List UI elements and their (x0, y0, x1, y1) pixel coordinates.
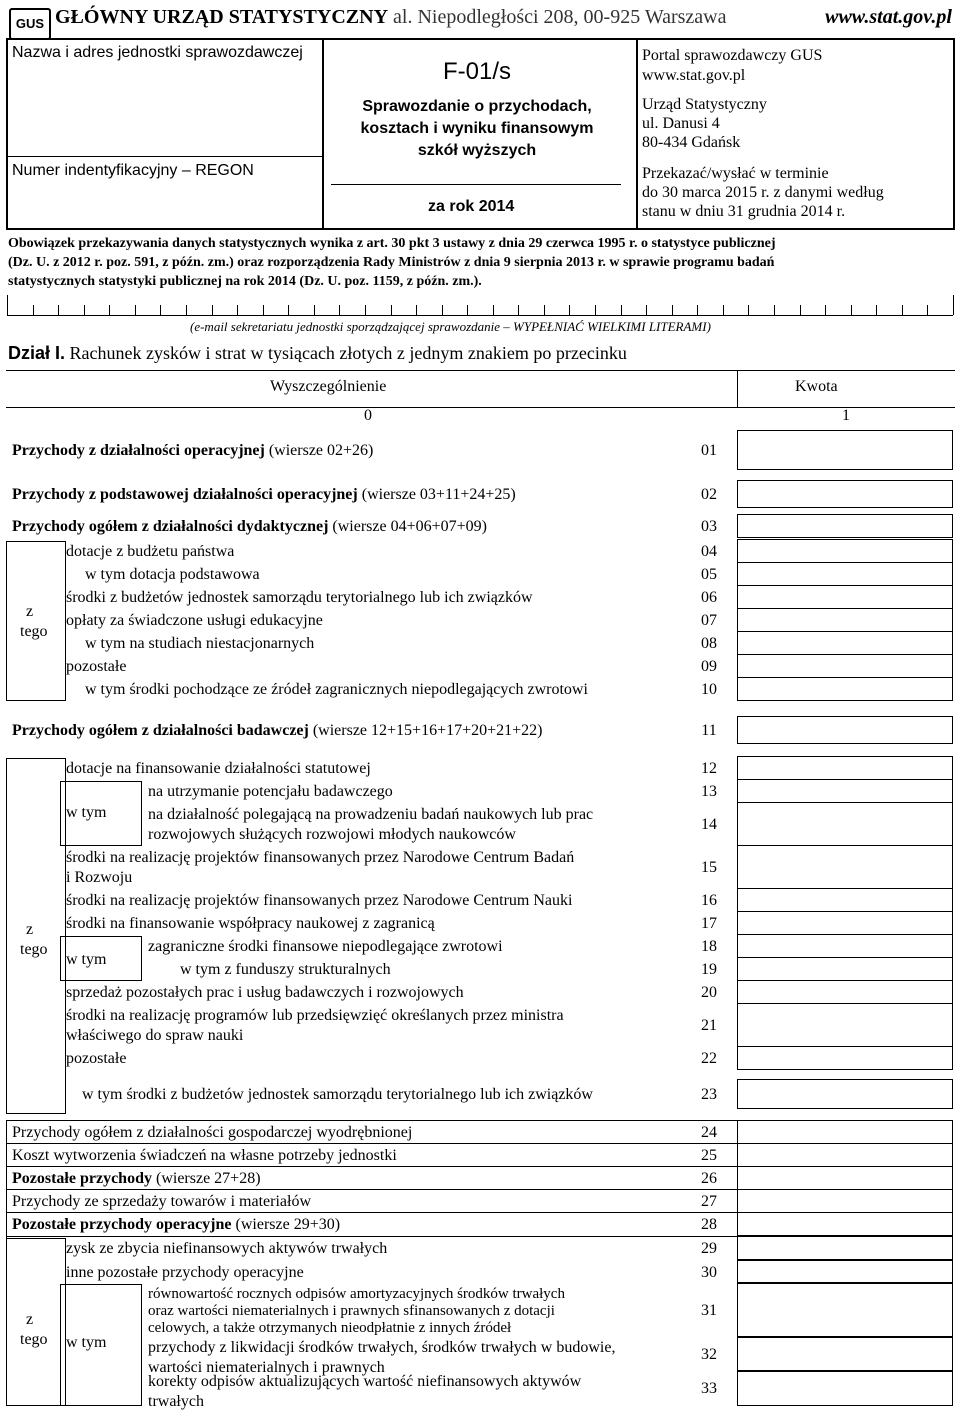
row-label-line: i Rozwoju (66, 869, 133, 886)
group-bracket (6, 541, 66, 701)
legal-line: Obowiązek przekazywania danych statystycznych wynika z art. 30 pkt 3 ustawy z dnia 29 czerwca 1995 r. o statystyce publicznej (8, 236, 776, 251)
form-title-line: kosztach i wyniku finansowym (360, 120, 594, 137)
value-field-31[interactable] (737, 1282, 953, 1338)
row-label-text: (wiersze 29+30) (231, 1216, 341, 1233)
row-label-line (85, 680, 680, 700)
value-field-26[interactable] (737, 1166, 953, 1190)
row-label-text: (wiersze 03+11+24+25) (357, 486, 516, 503)
row-separator (6, 1143, 737, 1144)
office-line: ul. Danusi 4 (642, 115, 720, 132)
office-info (642, 95, 767, 152)
row-label-line (148, 1338, 680, 1358)
header-website[interactable]: www.stat.gov.pl (825, 6, 952, 28)
value-field-04[interactable] (737, 539, 953, 563)
row-label-03 (12, 517, 680, 537)
legal-line: statystycznych statystyki publicznej na rok 2014 (Dz. U. poz. 1159, z późn. zm.). (8, 274, 482, 289)
row-label-line (66, 848, 680, 868)
email-char-tick (391, 305, 392, 315)
portal-info (642, 46, 822, 86)
row-label-33 (148, 1372, 680, 1412)
row-separator (6, 1236, 737, 1237)
row-number-08: 08 (701, 635, 717, 652)
form-title (325, 96, 629, 162)
row-number-32: 32 (701, 1346, 717, 1363)
section-title (8, 343, 627, 364)
portal-url[interactable]: www.stat.gov.pl (642, 67, 746, 84)
row-label-13 (148, 782, 680, 802)
row-number-15: 15 (701, 859, 717, 876)
email-char-tick (58, 305, 59, 315)
unit-name-label: Nazwa i adres jednostki sprawozdawczej (12, 44, 303, 61)
row-label-text: dotacje z budżetu państwa (66, 543, 235, 560)
value-field-25[interactable] (737, 1143, 953, 1167)
row-number-16: 16 (701, 892, 717, 909)
email-char-tick (518, 305, 519, 315)
group-label-z: z (26, 603, 34, 620)
row-label-bold: Przychody z działalności operacyjnej (12, 442, 265, 459)
email-char-tick (109, 305, 110, 315)
email-char-tick (953, 295, 954, 315)
row-label-line (148, 782, 680, 802)
row-label-25 (12, 1146, 680, 1166)
office-name: GŁÓWNY URZĄD STATYSTYCZNY (55, 6, 389, 28)
row-label-line (12, 721, 680, 741)
row-label-line (66, 759, 680, 779)
row-label-text: w tym dotacja podstawowa (85, 566, 260, 583)
email-char-tick (595, 305, 596, 315)
row-number-02: 02 (701, 486, 717, 503)
row-label-text: w tym na studiach niestacjonarnych (85, 635, 315, 652)
row-number-27: 27 (701, 1193, 717, 1210)
group-label-tego: tego (20, 1331, 48, 1348)
row-number-21: 21 (701, 1017, 717, 1034)
email-char-tick (927, 305, 928, 315)
value-field-23[interactable] (737, 1079, 953, 1109)
email-char-tick (825, 305, 826, 315)
value-field-27[interactable] (737, 1189, 953, 1213)
email-char-tick (876, 305, 877, 315)
row-label-11 (12, 721, 680, 741)
row-label-line (12, 1146, 680, 1166)
row-label-02 (12, 485, 680, 505)
row-label-text: (wiersze 02+26) (264, 442, 374, 459)
group-label-w-tym: w tym (66, 1334, 107, 1351)
value-field-07[interactable] (737, 608, 953, 632)
email-char-tick (544, 305, 545, 315)
email-char-tick (774, 305, 775, 315)
row-number-07: 07 (701, 612, 717, 629)
email-char-tick (237, 305, 238, 315)
year-underline (331, 184, 621, 185)
row-number-30: 30 (701, 1264, 717, 1281)
row-label-bold: Pozostałe przychody (12, 1170, 152, 1187)
row-label-text: na utrzymanie potencjału badawczego (148, 783, 393, 800)
row-label-text: Koszt wytworzenia świadczeń na własne potrzeby jednostki (12, 1147, 397, 1164)
email-char-tick (493, 305, 494, 315)
row-label-line: wartości niematerialnych i prawnych (148, 1359, 385, 1376)
row-separator (6, 1120, 737, 1121)
row-label-line (12, 1169, 680, 1189)
email-char-tick (339, 305, 340, 315)
row-number-24: 24 (701, 1124, 717, 1141)
row-label-text: środki z budżetów jednostek samorządu terytorialnego lub ich związków (66, 589, 533, 606)
email-input[interactable] (7, 295, 953, 316)
value-field-32[interactable] (737, 1336, 953, 1372)
row-label-line (180, 960, 680, 980)
row-label-text: (wiersze 04+06+07+09) (328, 518, 488, 535)
group-label-w-tym: w tym (66, 804, 107, 821)
row-label-text: zysk ze zbycia niefinansowych aktywów trwałych (66, 1240, 388, 1257)
row-label-text: środki na realizację projektów finansowanych przez Narodowe Centrum Badań (66, 849, 575, 866)
row-label-line (148, 805, 680, 825)
deadline-line: stanu w dniu 31 grudnia 2014 r. (642, 203, 846, 220)
group-label-w-tym: w tym (66, 951, 107, 968)
row-label-line (66, 542, 680, 562)
email-char-tick (33, 305, 34, 315)
row-label-line (148, 1286, 680, 1303)
frame-hline (8, 156, 322, 157)
group-label-tego: tego (20, 941, 48, 958)
email-char-tick (160, 305, 161, 315)
row-label-line (12, 1192, 680, 1212)
email-char-tick (288, 305, 289, 315)
form-title-line: Sprawozdanie o przychodach, (362, 98, 592, 115)
row-number-09: 09 (701, 658, 717, 675)
value-field-30[interactable] (737, 1260, 953, 1284)
row-label-line: właściwego do spraw nauki (66, 1027, 244, 1044)
row-label-text: opłaty za świadczone usługi edukacyjne (66, 612, 323, 629)
row-number-19: 19 (701, 961, 717, 978)
value-field-22[interactable] (737, 1046, 953, 1070)
row-label-19 (180, 960, 680, 980)
row-number-26: 26 (701, 1170, 717, 1187)
row-label-line (66, 657, 680, 677)
table-header-divider (737, 370, 738, 408)
row-label-line (12, 441, 680, 461)
row-label-text: środki na finansowanie współpracy naukowej z zagranicą (66, 915, 435, 932)
row-label-text: w tym środki z budżetów jednostek samorządu terytorialnego lub ich związków (82, 1086, 593, 1103)
row-label-line: celowych, a także otrzymanych nieodpłatnie z innych źródeł (148, 1319, 512, 1336)
email-char-tick (314, 305, 315, 315)
row-label-06 (66, 588, 680, 608)
email-char-tick (800, 305, 801, 315)
email-char-tick (7, 295, 8, 315)
email-char-tick (212, 305, 213, 315)
form-year: za rok 2014 (428, 198, 515, 215)
value-field-28[interactable] (737, 1212, 953, 1236)
value-field-08[interactable] (737, 631, 953, 655)
email-char-tick (263, 305, 264, 315)
group-bracket (6, 1238, 66, 1406)
row-label-12 (66, 759, 680, 779)
row-label-line: trwałych (148, 1393, 204, 1410)
section-number: Dział I. (8, 343, 66, 363)
value-field-03[interactable] (737, 514, 953, 538)
legal-line: (Dz. U. z 2012 r. poz. 591, z późn. zm.) oraz rozporządzenia Rady Ministrów z dnia 9 sierpnia 2013 r. w sprawie programu badań (8, 255, 775, 270)
email-char-tick (902, 305, 903, 315)
row-label-line (148, 1372, 680, 1392)
email-char-tick (84, 305, 85, 315)
row-separator (6, 1212, 737, 1213)
deadline-line: Przekazać/wysłać w terminie (642, 165, 829, 182)
value-field-29[interactable] (737, 1236, 953, 1260)
office-address: al. Niepodległości 208, 00-925 Warszawa (393, 6, 727, 28)
value-field-11[interactable] (737, 716, 953, 744)
value-field-19[interactable] (737, 957, 953, 981)
value-field-01[interactable] (737, 430, 953, 470)
row-label-line (85, 565, 680, 585)
value-field-33[interactable] (737, 1370, 953, 1406)
row-label-30 (66, 1263, 680, 1283)
value-field-16[interactable] (737, 888, 953, 912)
office-line: 80-434 Gdańsk (642, 134, 741, 151)
row-label-line (85, 634, 680, 654)
row-label-05 (85, 565, 680, 585)
row-number-01: 01 (701, 442, 717, 459)
row-label-text: dotacje na finansowanie działalności statutowej (66, 760, 371, 777)
row-label-text: przychody z likwidacji środków trwałych, środków trwałych w budowie, (148, 1339, 616, 1356)
row-number-23: 23 (701, 1086, 717, 1103)
row-label-line (12, 485, 680, 505)
email-char-tick (467, 305, 468, 315)
office-line: Urząd Statystyczny (642, 96, 767, 113)
row-label-20 (66, 983, 680, 1003)
row-label-15 (66, 848, 680, 888)
row-label-16 (66, 891, 680, 911)
form-title-line: szkół wyższych (417, 142, 537, 159)
group-label-z: z (26, 1311, 34, 1328)
row-label-line (12, 517, 680, 537)
email-char-tick (672, 305, 673, 315)
row-number-22: 22 (701, 1050, 717, 1067)
value-field-05[interactable] (737, 562, 953, 586)
value-field-24[interactable] (737, 1120, 953, 1144)
portal-name: Portal sprawozdawczy GUS (642, 47, 823, 64)
row-label-text: Przychody ze sprzedaży towarów i materiałów (12, 1193, 311, 1210)
row-label-line (12, 1215, 680, 1235)
row-label-text: równowartość rocznych odpisów amortyzacyjnych środków trwałych (148, 1285, 565, 1302)
email-char-tick (621, 305, 622, 315)
row-label-line (66, 1006, 680, 1026)
header-wyszczegolnienie: Wyszczególnienie (270, 378, 387, 395)
header-kwota: Kwota (795, 378, 838, 395)
row-number-29: 29 (701, 1240, 717, 1257)
gus-logo: GUS (9, 8, 51, 40)
value-field-21[interactable] (737, 1003, 953, 1047)
email-char-tick (186, 305, 187, 315)
row-label-text: pozostałe (66, 658, 127, 675)
value-field-13[interactable] (737, 779, 953, 803)
row-number-14: 14 (701, 816, 717, 833)
row-label-text: (wiersze 12+15+16+17+20+21+22) (308, 722, 543, 739)
email-char-tick (365, 305, 366, 315)
row-label-22 (66, 1049, 680, 1069)
form-code: F-01/s (443, 58, 512, 85)
row-number-06: 06 (701, 589, 717, 606)
col-index-1: 1 (842, 407, 850, 424)
value-field-06[interactable] (737, 585, 953, 609)
row-separator (6, 1166, 737, 1167)
email-note: (e-mail sekretariatu jednostki sporządzającej sprawozdanie – WYPEŁNIAĆ WIELKIMI LITERAMI) (190, 319, 711, 334)
value-field-14[interactable] (737, 802, 953, 846)
row-label-27 (12, 1192, 680, 1212)
row-label-28 (12, 1215, 680, 1235)
email-char-tick (442, 305, 443, 315)
frame-divider (636, 40, 638, 228)
value-field-17[interactable] (737, 911, 953, 935)
subgroup-bracket (60, 1284, 142, 1406)
row-label-text: w tym środki pochodzące ze źródeł zagranicznych niepodlegających zwrotowi (85, 681, 588, 698)
row-label-08 (85, 634, 680, 654)
row-label-18 (148, 937, 680, 957)
row-label-29 (66, 1239, 680, 1259)
row-label-24 (12, 1123, 680, 1143)
email-char-tick (416, 305, 417, 315)
row-label-text: pozostałe (66, 1050, 127, 1067)
row-label-01 (12, 441, 680, 461)
deadline-line: do 30 marca 2015 r. z danymi według (642, 184, 884, 201)
value-field-02[interactable] (737, 480, 953, 508)
row-label-line (66, 983, 680, 1003)
email-char-tick (646, 305, 647, 315)
section-name: Rachunek zysków i strat w tysiącach złotych z jednym znakiem po przecinku (69, 343, 627, 363)
email-char-tick (723, 305, 724, 315)
row-label-bold: Pozostałe przychody operacyjne (12, 1216, 232, 1233)
row-label-line (66, 1263, 680, 1283)
row-label-26 (12, 1169, 680, 1189)
group-label-tego: tego (20, 623, 48, 640)
value-field-09[interactable] (737, 654, 953, 678)
row-label-10 (85, 680, 680, 700)
row-label-text: środki na realizację programów lub przedsięwzięć określanych przez ministra (66, 1007, 564, 1024)
row-label-04 (66, 542, 680, 562)
row-label-text: (wiersze 27+28) (151, 1170, 261, 1187)
row-label-bold: Przychody z podstawowej działalności operacyjnej (12, 486, 358, 503)
row-label-line (66, 1239, 680, 1259)
row-label-line (66, 891, 680, 911)
row-label-text: korekty odpisów aktualizujących wartość niefinansowych aktywów (148, 1373, 582, 1390)
col-index-0: 0 (364, 407, 372, 424)
header-rule (6, 407, 955, 408)
row-label-line (148, 937, 680, 957)
row-label-text: środki na realizację projektów finansowanych przez Narodowe Centrum Nauki (66, 892, 573, 909)
row-label-line: rozwojowych służących rozwojowi młodych naukowców (148, 826, 516, 843)
row-number-33: 33 (701, 1380, 717, 1397)
row-number-28: 28 (701, 1216, 717, 1233)
row-label-17 (66, 914, 680, 934)
table-left-border (6, 1120, 7, 1406)
row-label-09 (66, 657, 680, 677)
row-number-04: 04 (701, 543, 717, 560)
value-field-20[interactable] (737, 980, 953, 1004)
value-field-15[interactable] (737, 845, 953, 889)
row-label-line: oraz wartości niematerialnych i prawnych sfinansowanych z dotacji (148, 1302, 555, 1319)
row-number-20: 20 (701, 984, 717, 1001)
row-number-17: 17 (701, 915, 717, 932)
header-office (55, 6, 727, 29)
subgroup-bracket (60, 936, 142, 981)
row-label-line (66, 1049, 680, 1069)
email-char-tick (748, 305, 749, 315)
frame-divider (322, 40, 324, 228)
row-number-10: 10 (701, 681, 717, 698)
email-char-tick (851, 305, 852, 315)
row-label-bold: Przychody ogółem z działalności dydaktycznej (12, 518, 329, 535)
deadline-info (642, 164, 884, 221)
row-label-line (82, 1085, 680, 1105)
row-label-bold: Przychody ogółem z działalności badawczej (12, 722, 309, 739)
row-separator (6, 1189, 737, 1190)
row-label-text: na działalność polegającą na prowadzeniu badań naukowych lub prac (148, 806, 594, 823)
row-label-line (66, 611, 680, 631)
regon-label: Numer indentyfikacyjny – REGON (12, 162, 254, 179)
row-number-12: 12 (701, 760, 717, 777)
row-number-25: 25 (701, 1147, 717, 1164)
row-label-line (66, 914, 680, 934)
row-label-21 (66, 1006, 680, 1046)
value-field-12[interactable] (737, 756, 953, 780)
row-label-line (12, 1123, 680, 1143)
row-label-07 (66, 611, 680, 631)
row-number-05: 05 (701, 566, 717, 583)
value-field-18[interactable] (737, 934, 953, 958)
row-number-11: 11 (701, 722, 717, 739)
row-number-03: 03 (701, 518, 717, 535)
email-char-tick (569, 305, 570, 315)
row-number-31: 31 (701, 1302, 717, 1319)
row-number-18: 18 (701, 938, 717, 955)
email-char-tick (697, 305, 698, 315)
row-label-31 (148, 1286, 680, 1337)
email-char-tick (135, 305, 136, 315)
row-label-text: sprzedaż pozostałych prac i usług badawczych i rozwojowych (66, 984, 464, 1001)
group-label-z: z (26, 921, 34, 938)
row-number-13: 13 (701, 783, 717, 800)
row-label-text: zagraniczne środki finansowe niepodlegające zwrotowi (148, 938, 503, 955)
row-label-text: Przychody ogółem z działalności gospodarczej wyodrębnionej (12, 1124, 413, 1141)
legal-basis (8, 234, 952, 291)
row-label-23 (82, 1085, 680, 1105)
group-bracket (6, 758, 66, 1114)
row-label-text: w tym z funduszy strukturalnych (180, 961, 391, 978)
value-field-10[interactable] (737, 677, 953, 701)
row-label-line (66, 588, 680, 608)
subgroup-bracket (60, 781, 142, 846)
row-label-text: inne pozostałe przychody operacyjne (66, 1264, 304, 1281)
row-label-14 (148, 805, 680, 845)
